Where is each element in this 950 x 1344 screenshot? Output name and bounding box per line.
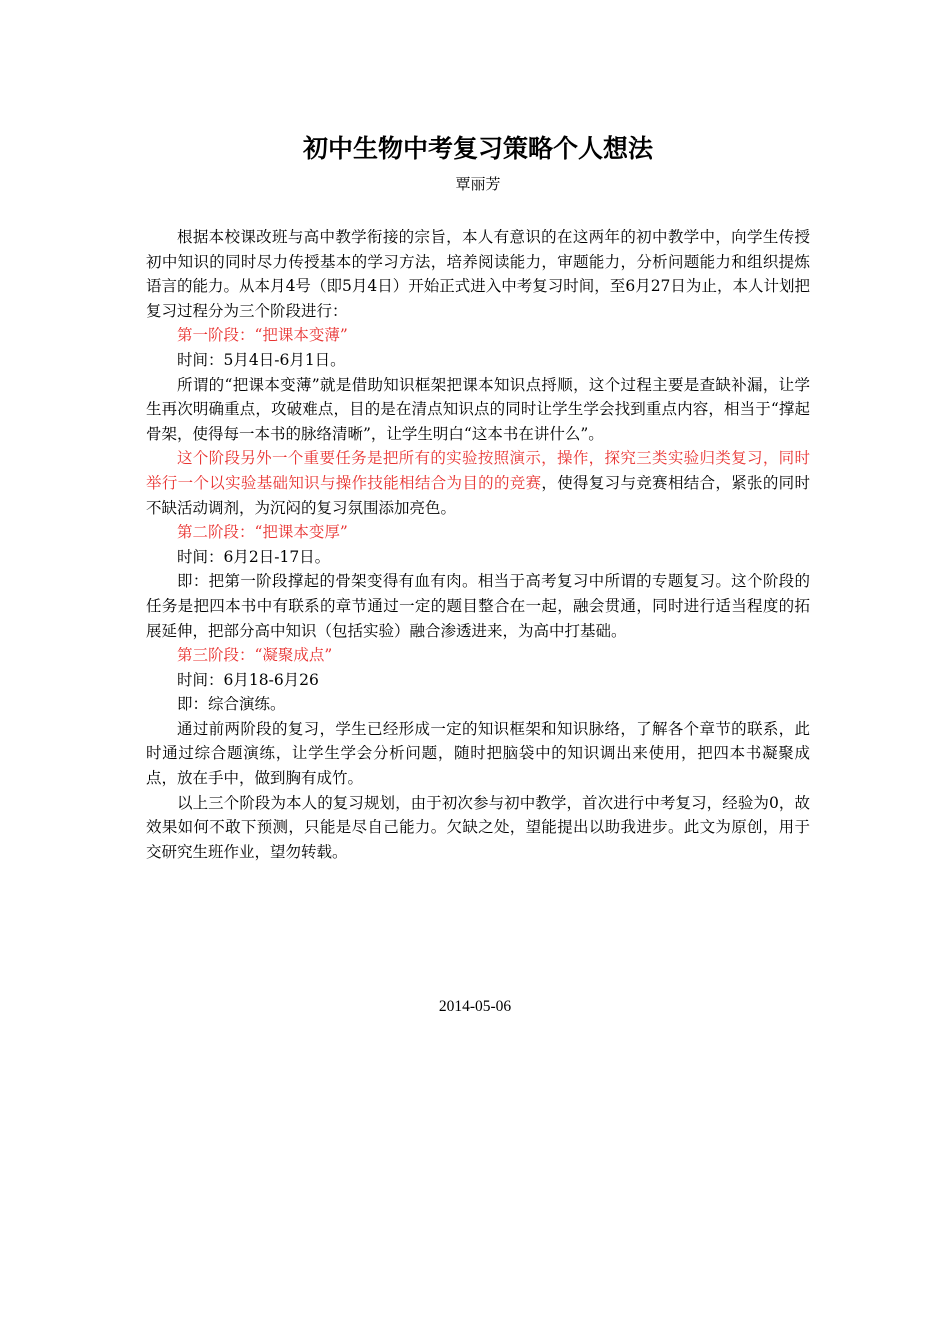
paragraph-conclusion: 以上三个阶段为本人的复习规划，由于初次参与初中教学，首次进行中考复习，经验为0，故效果如何不敢下预测，只能是尽自己能力。欠缺之处，望能提出以助我进步。此文为原创，用于交研究生班作业，望勿转载。 [146,793,810,861]
stage-three-time: 时间：6月18-6月26 [177,670,319,689]
stage-two-heading: 第二阶段：“把课本变厚” [177,523,348,542]
document-page [146,130,810,864]
stage-three-summary: 即：综合演练。 [177,695,286,714]
stage-two-time: 时间：6月2日-17日。 [177,547,331,566]
stage-two-description: 即：把第一阶段撑起的骨架变得有血有肉。相当于高考复习中所谓的专题复习。这个阶段的任务是把四本书中有联系的章节通过一定的题目整合在一起，融会贯通，同时进行适当程度的拓展延伸，把部分高中知识（包括实验）融合渗透进来，为高中打基础。 [146,572,810,640]
author-name: 覃丽芳 [455,175,501,193]
document-title: 初中生物中考复习策略个人想法 [302,134,653,163]
stage-three-heading: 第三阶段：“凝聚成点” [177,646,333,665]
highlighted-text: 这个阶段另外一个重要任务是把所有的实验按照演示，操作，探究三类实验归类复习，同时举行一个以实验基础知识与操作技能相结合为目的的竞赛 [146,449,810,492]
stage-one-heading: 第一阶段：“把课本变薄” [177,326,348,345]
stage-one-description: 所谓的“把课本变薄”就是借助知识框架把课本知识点捋顺，这个过程主要是查缺补漏，让学生再次明确重点，攻破难点，目的是在清点知识点的同时让学生学会找到重点内容，相当于“撑起骨架，使得每一本书的脉络清晰”，让学生明白“这本书在讲什么”。 [146,375,810,443]
stage-three-description: 通过前两阶段的复习，学生已经形成一定的知识框架和知识脉络，了解各个章节的联系，此时通过综合题演练，让学生学会分析问题，随时把脑袋中的知识调出来使用，把四本书凝聚成点，放在手中，做到胸有成竹。 [146,719,810,788]
document-body [146,225,810,864]
paragraph-text: ，使得复习与竞赛相结合，紧张的同时不缺活动调剂，为沉闷的复习氛围添加亮色。 [146,473,810,517]
stage-one-time: 时间：5月4日-6月1日。 [177,350,346,369]
stage-one-experiment-paragraph [146,446,810,520]
paragraph-intro: 根据本校课改班与高中教学衔接的宗旨，本人有意识的在这两年的初中教学中，向学生传授初中知识的同时尽力传授基本的学习方法，培养阅读能力，审题能力，分析问题能力和组织提炼语言的能力。从本月4号（即5月4日）开始正式进入中考复习时间，至6月27日为止，本人计划把复习过程分为三个阶段进行： [146,228,810,320]
document-date: 2014-05-06 [438,998,512,1015]
